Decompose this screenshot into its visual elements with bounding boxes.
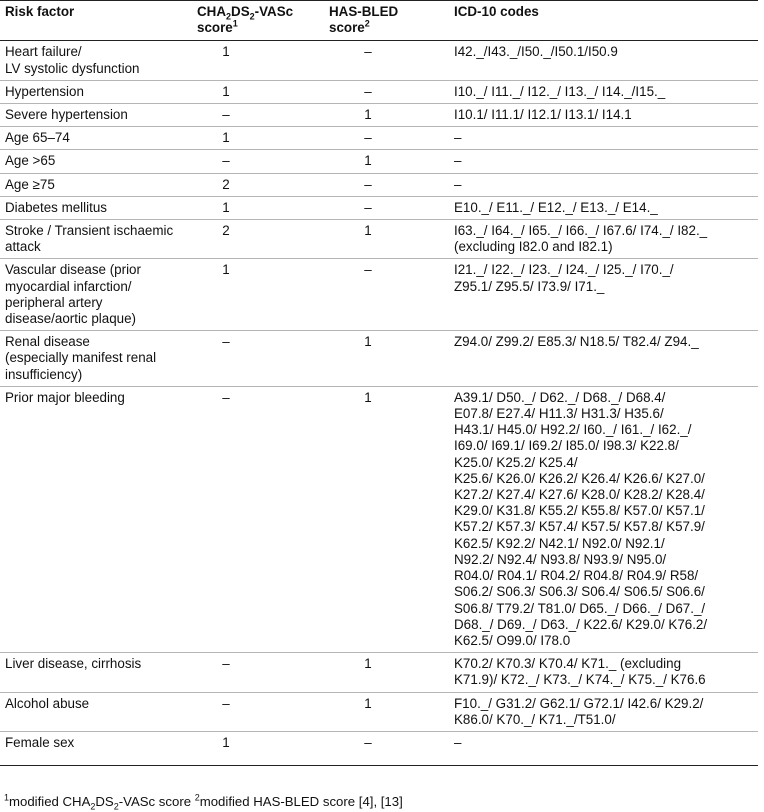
has-bled-score-cell: – [329,41,451,80]
table-row [0,127,758,150]
table-footnote: $^1$modified $CHA_2DS_2$-VASc score $^2$modified HAS-BLED score [4], [13] [4,792,403,812]
table-row [0,41,758,80]
chads-vasc-score-cell: 1 [197,731,329,765]
table-row [0,331,758,387]
has-bled-score-cell: 1 [329,150,451,173]
chads-vasc-score-cell: 2 [197,220,329,259]
has-bled-score-cell: 1 [329,653,451,692]
icd10-codes-cell: – [451,173,758,196]
risk-factor-cell: Prior major bleeding [0,386,197,652]
table-row [0,653,758,692]
table-row [0,692,758,731]
chads-vasc-score-cell: 2 [197,173,329,196]
icd10-codes-cell: I42._/I43._/I50._/I50.1/I50.9 [451,41,758,80]
has-bled-score-cell: – [329,80,451,103]
has-bled-score-cell: – [329,259,451,331]
risk-factor-cell: Severe hypertension [0,104,197,127]
icd10-codes-cell: – [451,127,758,150]
table-row [0,173,758,196]
has-bled-score-cell: – [329,173,451,196]
table-row [0,80,758,103]
has-bled-score-cell: 1 [329,386,451,652]
risk-factor-cell: Hypertension [0,80,197,103]
risk-factor-cell: Heart failure/ LV systolic dysfunction [0,41,197,80]
table-row [0,731,758,765]
chads-vasc-score-cell: 1 [197,80,329,103]
risk-factor-cell: Age 65–74 [0,127,197,150]
header-icd10-codes: ICD-10 codes [451,1,758,41]
icd10-codes-cell: I10.1/ I11.1/ I12.1/ I13.1/ I14.1 [451,104,758,127]
chads-vasc-score-cell: – [197,386,329,652]
table-row [0,259,758,331]
header-risk-factor: Risk factor [0,1,197,41]
has-bled-score-cell: – [329,127,451,150]
icd10-codes-cell: K70.2/ K70.3/ K70.4/ K71._ (excluding K71.9)/ K72._/ K73._/ K74._/ K75._/ K76.6 [451,653,758,692]
table-row [0,150,758,173]
header-chads-vasc: $CHA_2DS_2$-VASc score$^1$ [197,1,329,41]
risk-factor-cell: Alcohol abuse [0,692,197,731]
icd10-codes-cell: E10._/ E11._/ E12._/ E13._/ E14._ [451,196,758,219]
table-body [0,41,758,766]
chads-vasc-score-cell: – [197,653,329,692]
risk-factor-cell: Diabetes mellitus [0,196,197,219]
table-row [0,386,758,652]
has-bled-score-cell: 1 [329,104,451,127]
icd10-codes-cell: I10._/ I11._/ I12._/ I13._/ I14._/I15._ [451,80,758,103]
chads-vasc-score-cell: 1 [197,259,329,331]
table-row [0,220,758,259]
table-row [0,104,758,127]
icd10-codes-cell: – [451,150,758,173]
table-row [0,196,758,219]
chads-vasc-score-cell: – [197,150,329,173]
has-bled-score-cell: – [329,196,451,219]
icd10-codes-cell: I21._/ I22._/ I23._/ I24._/ I25._/ I70._/ Z95.1/ Z95.5/ I73.9/ I71._ [451,259,758,331]
risk-factor-cell: Female sex [0,731,197,765]
chads-vasc-score-cell: – [197,692,329,731]
icd10-codes-cell: F10._/ G31.2/ G62.1/ G72.1/ I42.6/ K29.2/ K86.0/ K70._/ K71._/T51.0/ [451,692,758,731]
chads-vasc-score-cell: 1 [197,41,329,80]
table-header-row [0,1,758,41]
has-bled-score-cell: 1 [329,331,451,387]
risk-factor-cell: Vascular disease (prior myocardial infarction/ peripheral artery disease/aortic plaque) [0,259,197,331]
chads-vasc-score-cell: – [197,331,329,387]
icd10-codes-cell: I63._/ I64._/ I65._/ I66._/ I67.6/ I74._/ I82._ (excluding I82.0 and I82.1) [451,220,758,259]
risk-factor-cell: Age ≥75 [0,173,197,196]
chads-vasc-score-cell: – [197,104,329,127]
risk-factor-cell: Age >65 [0,150,197,173]
chads-vasc-score-cell: 1 [197,127,329,150]
has-bled-score-cell: 1 [329,692,451,731]
icd10-codes-cell: A39.1/ D50._/ D62._/ D68._/ D68.4/ E07.8/ E27.4/ H11.3/ H31.3/ H35.6/ H43.1/ H45.0/ H92.2/ I60._/ I61._/ I62._/ I69.0/ I69.1/ I69.2/ I85.0/ I98.3/ K22.8/ K25.0/ K25.2/ K25.4/ K25.6/ K26.0/ K26.2/ K26.4/ K26.6/ K27.0/ K27.2/ K27.4/ K27.6/ K28.0/ K28.2/ K28.4/ K29.0/ K31.8/ K55.2/ K55.8/ K57.0/ K57.1/ K57.2/ K57.3/ K57.4/ K57.5/ K57.8/ K57.9/ K62.5/ K92.2/ N42.1/ N92.0/ N92.1/ N92.2/ N92.4/ N93.8/ N93.9/ N95.0/ R04.0/ R04.1/ R04.2/ R04.8/ R04.9/ R58/ S06.2/ S06.3/ S06.3/ S06.4/ S06.5/ S06.6/ S06.8/ T79.2/ T81.0/ D65._/ D66._/ D67._/ D68._/ D69._/ D63._/ K22.6/ K29.0/ K76.2/ K62.5/ O99.0/ I78.0 [451,386,758,652]
has-bled-score-cell: 1 [329,220,451,259]
chads-vasc-score-cell: 1 [197,196,329,219]
header-has-bled: HAS-BLED score$^2$ [329,1,451,41]
risk-factor-cell: Stroke / Transient ischaemic attack [0,220,197,259]
risk-factor-cell: Renal disease (especially manifest renal insufficiency) [0,331,197,387]
icd10-codes-cell: Z94.0/ Z99.2/ E85.3/ N18.5/ T82.4/ Z94._ [451,331,758,387]
has-bled-score-cell: – [329,731,451,765]
risk-factor-cell: Liver disease, cirrhosis [0,653,197,692]
icd10-codes-cell: – [451,731,758,765]
